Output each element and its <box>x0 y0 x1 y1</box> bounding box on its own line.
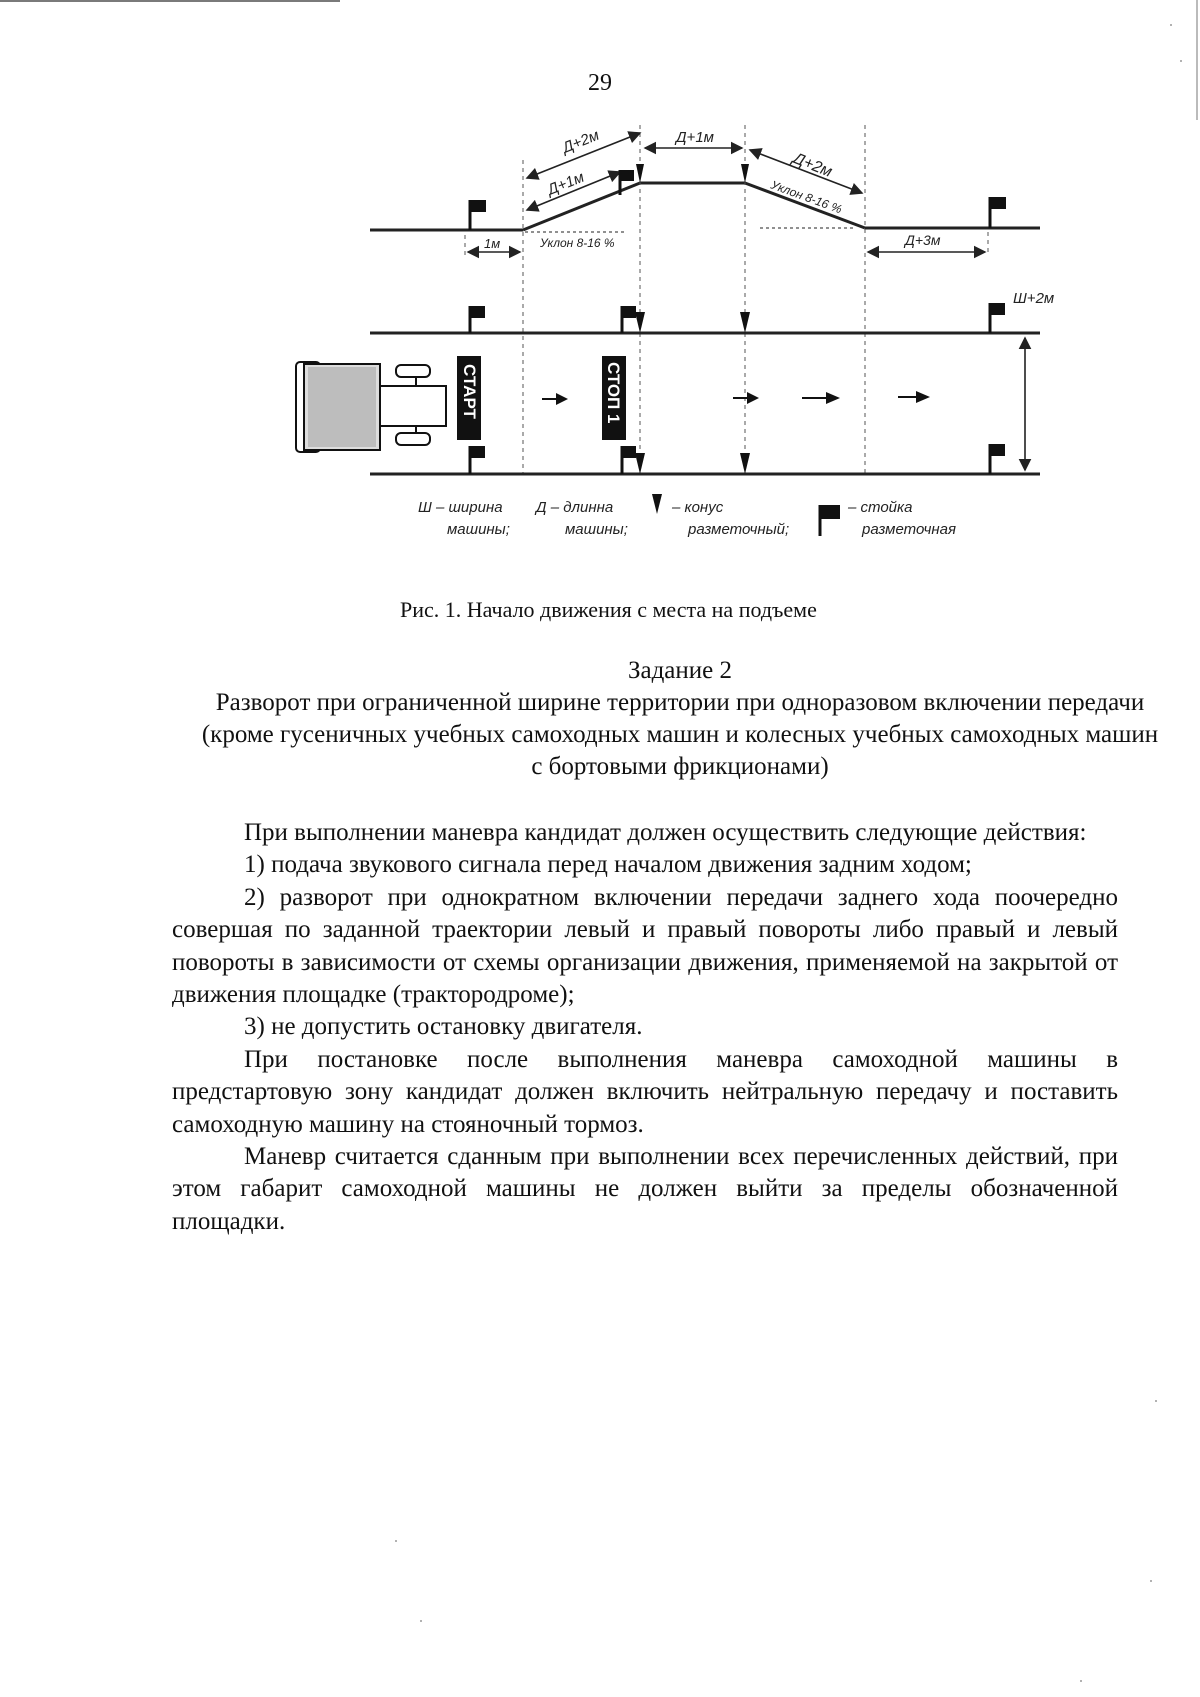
direction-arrows <box>542 391 930 405</box>
paragraph: При постановке после выполнения маневра самоходной машины в предстартовую зону кандидат должен включить нейтральную передачу и поставить самоходную машину на стояночный тормоз. <box>172 1045 1118 1138</box>
figure-diagram <box>0 0 1200 600</box>
scan-speck <box>1170 24 1172 26</box>
scan-speck <box>395 1540 397 1542</box>
marker-cone <box>636 164 644 183</box>
label-d-plus-1m-top: Д+1м <box>676 129 714 146</box>
legend-length-line1: Д – длинна <box>536 499 614 516</box>
marker-cone <box>741 164 749 183</box>
scan-speck <box>1180 60 1182 62</box>
legend-post-icon <box>820 505 840 536</box>
figure-caption: Рис. 1. Начало движения с места на подъеме <box>400 597 817 622</box>
legend-cone-icon <box>652 494 662 514</box>
post-flag <box>622 306 636 333</box>
scan-speck <box>1155 1400 1157 1402</box>
scan-speck <box>1080 1680 1082 1682</box>
label-slope-left: Уклон 8-16 % <box>540 236 615 250</box>
legend-length-line2: машины; <box>565 521 628 538</box>
direction-arrow <box>898 391 930 403</box>
paragraph: 1) подача звукового сигнала перед началом движения задним ходом; <box>244 851 972 879</box>
direction-arrow <box>542 393 568 405</box>
scan-speck <box>420 1620 422 1622</box>
post-flag <box>470 446 485 474</box>
scan-edge <box>1196 0 1198 120</box>
width-dimension <box>1010 333 1040 470</box>
page-number: 29 <box>588 70 612 96</box>
body-text <box>172 817 1118 1238</box>
stop-label: СТОП 1 <box>604 362 623 424</box>
label-d-plus-2m-right: Д+2м <box>790 149 835 181</box>
scan-speck <box>1150 1580 1152 1582</box>
legend-width-line2: машины; <box>447 521 510 538</box>
tractor <box>296 362 446 452</box>
direction-arrow <box>802 392 840 404</box>
legend-post-line2: разметочная <box>862 521 956 538</box>
legend-cone-line2: разметочный; <box>688 521 790 538</box>
legend <box>418 494 956 538</box>
marker-cone <box>740 312 750 333</box>
start-label: СТАРТ <box>460 364 479 419</box>
post-flag <box>990 444 1005 474</box>
label-d-plus-1m-left: Д+1м <box>545 168 587 199</box>
marker-cone <box>635 312 645 333</box>
post-flag <box>990 303 1005 333</box>
legend-width-line1: Ш – ширина <box>418 499 503 516</box>
task-title: Разворот при ограниченной ширине территории при одноразовом включении передачи (кроме гусеничных учебных самоходных машин и колесных учебных самоходных машин с бортовыми фрикционами) <box>201 689 1159 780</box>
label-d-plus-2m-left: Д+2м <box>560 126 602 157</box>
marker-cone <box>740 453 750 474</box>
post-flag <box>470 200 486 230</box>
direction-arrow <box>733 392 759 404</box>
task-heading: Задание 2 <box>627 657 733 684</box>
guide-lines <box>465 125 988 475</box>
paragraph: При выполнении маневра кандидат должен осуществить следующие действия: <box>244 819 1087 846</box>
label-d-plus-3m: Д+3м <box>905 232 941 248</box>
post-flag <box>990 197 1006 228</box>
post-flag <box>470 306 485 333</box>
paragraph: 2) разворот при однократном включении передачи заднего хода поочередно совершая по заданной траектории левый и правый повороты либо правый и левый повороты в зависимости от схемы организации движения, применяемой на закрытой от движения площадке (трактородроме); <box>172 883 1118 1009</box>
plan-flags <box>470 303 1005 474</box>
legend-post-line1: – стойка <box>848 499 913 516</box>
post-flag <box>622 446 636 474</box>
legend-cone-line1: – конус <box>672 499 724 516</box>
label-one-m: 1м <box>484 236 501 251</box>
paragraph: 3) не допустить остановку двигателя. <box>244 1013 643 1041</box>
scan-edge <box>0 0 340 2</box>
label-w-plus-2m: Ш+2м <box>1013 290 1055 307</box>
paragraph: Маневр считается сданным при выполнении всех перечисленных действий, при этом габарит самоходной машины не должен выйти за пределы обозначенной площадки. <box>172 1143 1118 1235</box>
plan-cones <box>635 312 750 474</box>
marker-cone <box>635 453 645 474</box>
label-slope-right: Уклон 8-16 % <box>768 177 844 217</box>
task-header <box>200 655 1160 783</box>
